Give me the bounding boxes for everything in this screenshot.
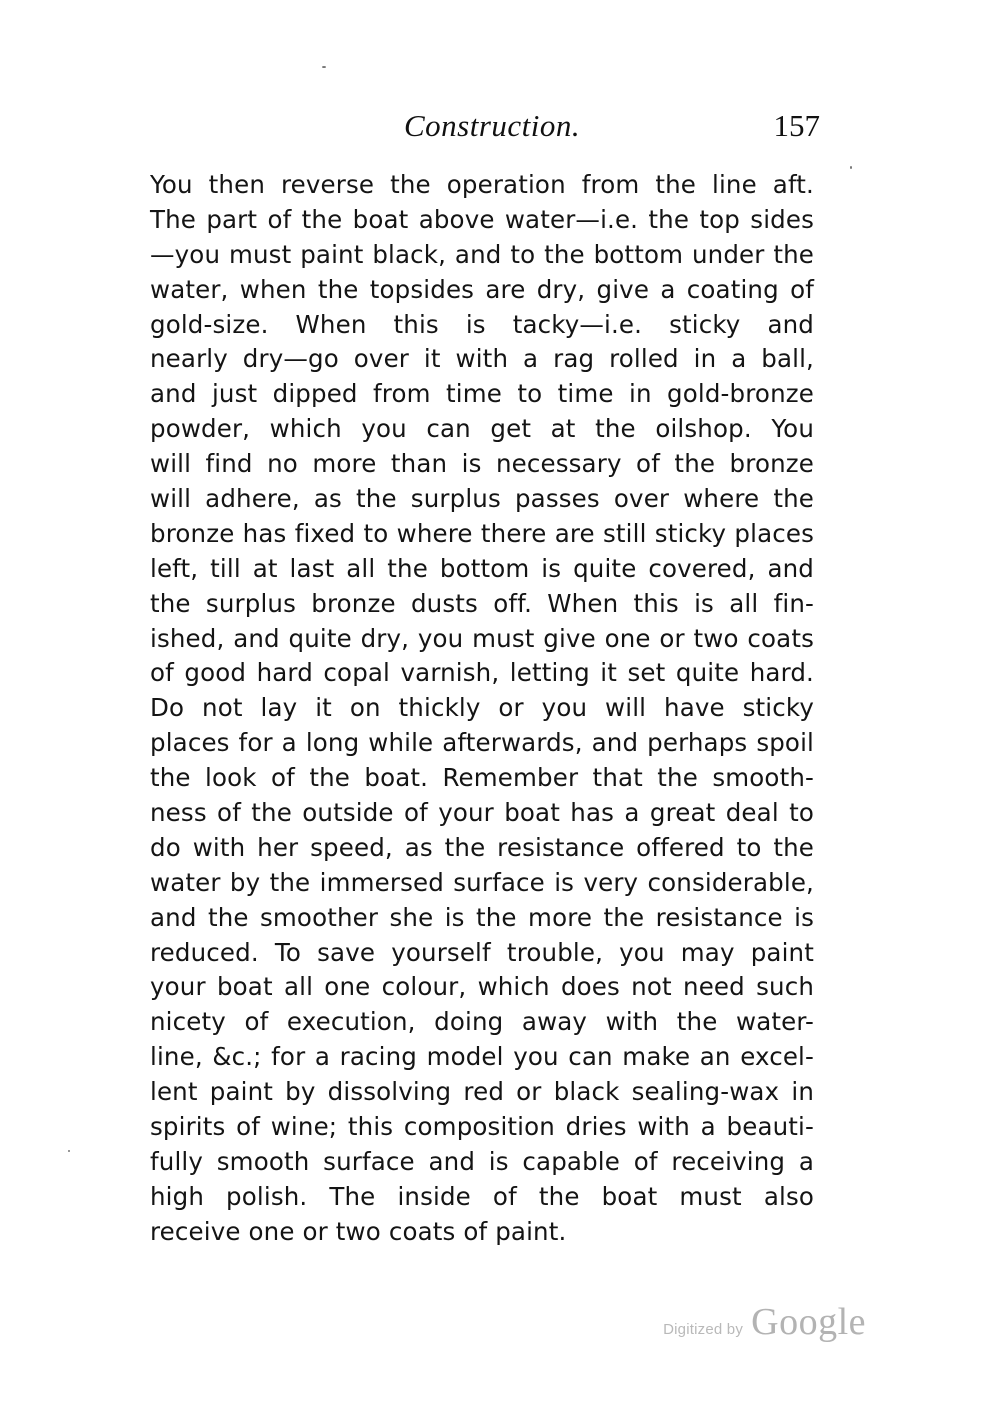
text-line: the look of the boat. Remember that the smooth- <box>150 763 814 793</box>
text-line: nicety of execution, doing away with the water- <box>150 1007 814 1037</box>
page-speck-top <box>322 66 326 68</box>
text-line: line, &c.; for a racing model you can make an excel- <box>150 1042 814 1072</box>
page-speck-left <box>68 1150 70 1152</box>
text-line: ness of the outside of your boat has a great deal to <box>150 798 814 828</box>
text-line: The part of the boat above water—i.e. the top sides <box>150 204 814 234</box>
text-line: Do not lay it on thickly or you will have sticky <box>150 693 814 723</box>
text-line: fully smooth surface and is capable of receiving a <box>150 1146 814 1176</box>
text-line: your boat all one colour, which does not need such <box>150 972 814 1002</box>
text-line: high polish. The inside of the boat must also <box>150 1181 814 1211</box>
text-line: places for a long while afterwards, and perhaps spoil <box>150 728 814 758</box>
text-line: will find no more than is necessary of the bronze <box>150 449 814 479</box>
text-line: water, when the topsides are dry, give a coating of <box>150 274 814 304</box>
text-line: ished, and quite dry, you must give one or two coats <box>150 623 814 653</box>
page-speck-right <box>850 166 852 169</box>
text-line: the surplus bronze dusts off. When this is all fin- <box>150 588 814 618</box>
text-line: of good hard copal varnish, letting it set quite hard. <box>150 658 814 688</box>
running-title: Construction. <box>404 108 581 143</box>
watermark-google-logo: Google <box>751 1301 866 1343</box>
text-line: You then reverse the operation from the line aft. <box>150 170 814 199</box>
text-line: bronze has fixed to where there are still sticky places <box>150 518 814 548</box>
text-line: powder, which you can get at the oilshop. You <box>150 414 814 444</box>
text-line: and the smoother she is the more the resistance is <box>150 902 814 932</box>
text-line: —you must paint black, and to the bottom under the <box>150 239 814 269</box>
text-line: will adhere, as the surplus passes over where the <box>150 484 814 514</box>
text-line: gold-size. When this is tacky—i.e. sticky and <box>150 309 814 339</box>
digitized-watermark <box>663 1300 866 1350</box>
watermark-small-text: Digitized by <box>663 1321 744 1338</box>
running-header <box>150 108 820 148</box>
text-line: spirits of wine; this composition dries with a beauti- <box>150 1112 814 1142</box>
text-line: lent paint by dissolving red or black sealing-wax in <box>150 1077 814 1107</box>
text-line: water by the immersed surface is very considerable, <box>150 867 814 897</box>
page-number: 157 <box>773 108 820 143</box>
text-line: do with her speed, as the resistance offered to the <box>150 832 814 862</box>
text-line: left, till at last all the bottom is quite covered, and <box>150 553 814 583</box>
text-line: reduced. To save yourself trouble, you may paint <box>150 937 814 967</box>
text-line-last: receive one or two coats of paint. <box>150 1216 567 1246</box>
text-line: nearly dry—go over it with a rag rolled in a ball, <box>150 344 814 374</box>
body-text <box>150 168 814 1250</box>
text-line: and just dipped from time to time in gold-bronze <box>150 379 814 409</box>
